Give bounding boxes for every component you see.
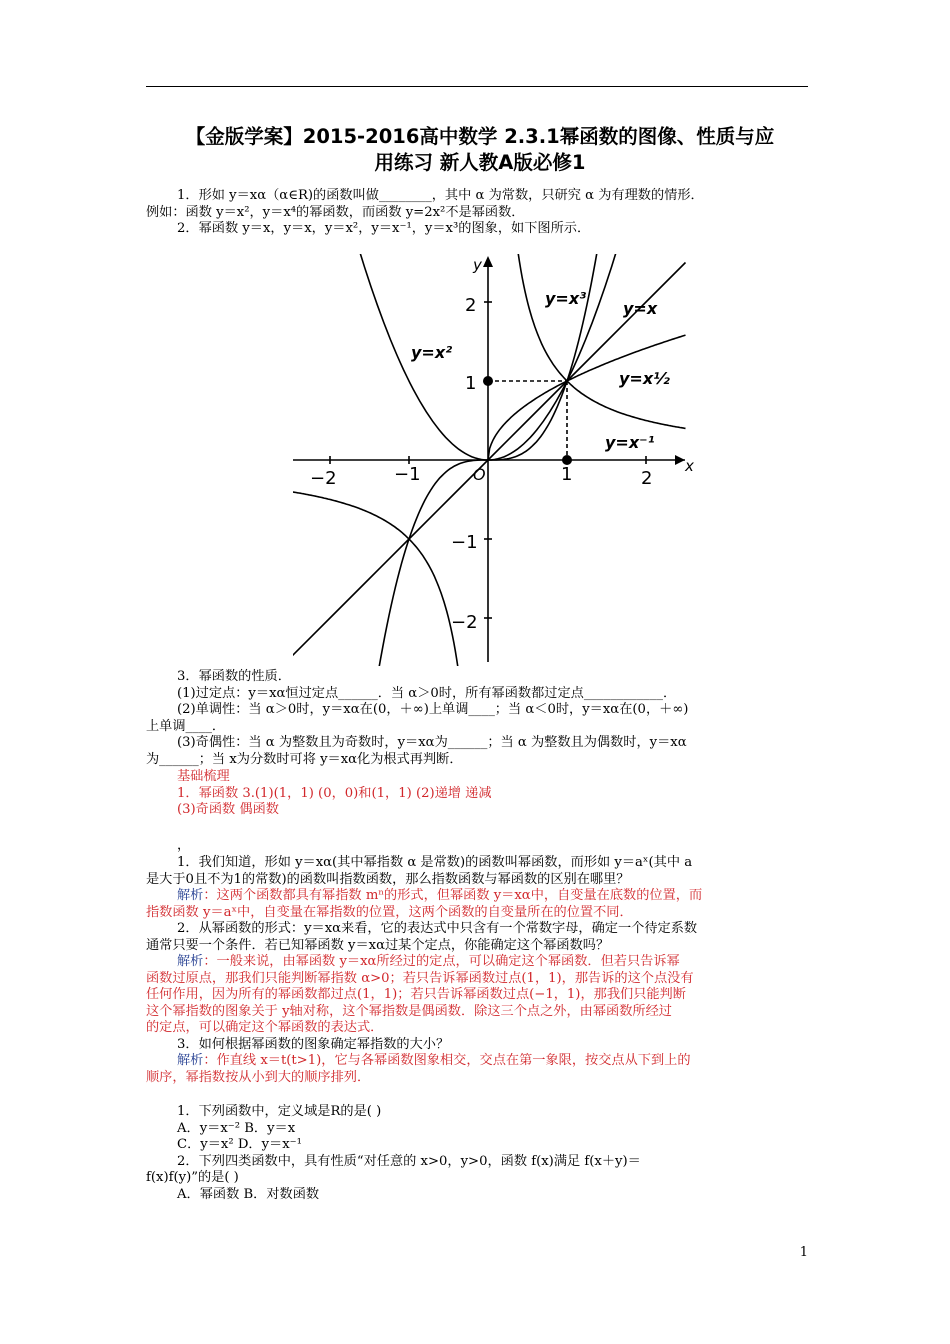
- intro-line: 2．幂函数 y＝x，y＝x，y＝x²，y＝x⁻¹，y＝x³的图象，如下图所示．: [177, 221, 591, 236]
- answer-line: 1．幂函数 3.(1)(1，1) (0，0)和(1，1) (2)递增 递减: [177, 785, 492, 801]
- property-line: (1)过定点：y＝xα恒过定点______．当 α＞0时，所有幂函数都过定点____________．: [177, 685, 677, 701]
- analysis-line: 顺序，幂指数按从小到大的顺序排列．: [146, 1069, 371, 1085]
- comma-text: ，: [177, 838, 191, 853]
- x-tick-label: −1: [394, 464, 421, 485]
- analysis-line: [146, 1053, 808, 1070]
- analysis-label: 解析: [177, 888, 204, 903]
- intro-section: [146, 188, 808, 238]
- curve-label-x-inverse: y=x⁻¹: [605, 433, 655, 452]
- analysis-label: 解析: [177, 1053, 204, 1068]
- answers-section: [146, 769, 808, 819]
- analysis-line: 任何作用，因为所有的幂函数都过点(1，1)；若只告诉幂函数过点(−1，1)，那我们只能判断: [146, 987, 686, 1002]
- separator-comma: [146, 838, 808, 855]
- exercise-line: 2．下列四类函数中，具有性质“对任意的 x>0，y>0，函数 f(x)满足 f(x＋y)＝: [177, 1153, 641, 1169]
- property-line: (3)奇偶性：当 α 为整数且为奇数时，y＝xα为______；当 α 为整数且为偶数时，y＝xα: [177, 735, 687, 750]
- analysis-line: 函数过原点，那我们只能判断幂指数 α>0；若只告诉幂函数过点(1，1)，那告诉的这个点没有: [146, 970, 694, 986]
- title-line-1: 【金版学案】2015-2016高中数学 2.3.1幂函数的图像、性质与应: [185, 125, 775, 148]
- curve-label-x-cubed: y=x³: [545, 289, 587, 308]
- curve-x-inverse-left: [291, 492, 459, 668]
- highlight-point: [483, 376, 493, 386]
- exercise-line: f(x)f(y)”的是( ): [146, 1170, 239, 1185]
- x-tick-label: −2: [310, 468, 337, 489]
- x-axis-label: x: [685, 457, 694, 475]
- curve-label-x-half: y=x½: [619, 369, 670, 388]
- y-axis-label: y: [473, 256, 482, 274]
- y-tick-label: 2: [465, 295, 477, 316]
- question-line: 通常只要一个条件．若已知幂函数 y＝xα过某个定点，你能确定这个幂函数吗？: [146, 937, 610, 953]
- properties-section: [146, 669, 808, 768]
- exercise-option: C．y＝x² D．y＝x⁻¹: [177, 1137, 302, 1152]
- y-tick-label: 1: [465, 373, 477, 394]
- question-line: 3．如何根据幂函数的图象确定幂指数的大小？: [177, 1036, 450, 1052]
- x-tick-label: 2: [641, 468, 653, 489]
- analysis-line: 的定点，可以确定这个幂函数的表达式．: [146, 1020, 384, 1035]
- intro-line: 例如：函数 y＝x²，y＝x⁴的幂函数，而函数 y=2x²不是幂函数．: [146, 204, 525, 220]
- header-rule: [146, 86, 808, 87]
- answers-heading: 基础梳理: [177, 769, 230, 784]
- exercise-option: A．y＝x⁻² B．y＝x: [177, 1120, 296, 1136]
- y-tick-label: −1: [451, 532, 478, 553]
- analysis-line: 指数函数 y＝aˣ中，自变量在幂指数的位置，这两个函数的自变量所在的位置不同．: [146, 904, 633, 920]
- analysis-line: [146, 954, 808, 971]
- title-line-2: 用练习 新人教A版必修1: [374, 151, 586, 174]
- intro-line: 1．形如 y＝xα（α∈R)的函数叫做________，其中 α 为常数，只研究 α 为有理数的情形．: [177, 188, 704, 203]
- analysis-label: 解析: [177, 954, 204, 969]
- x-axis-arrow: [675, 455, 685, 465]
- power-function-graph: [293, 254, 694, 666]
- answer-line: (3)奇函数 偶函数: [177, 802, 279, 817]
- exercise-line: 1．下列函数中，定义域是R的是( ): [177, 1104, 382, 1119]
- property-line: 3．幂函数的性质．: [177, 669, 291, 684]
- question-line: 1．我们知道，形如 y＝xα(其中幂指数 α 是常数)的函数叫幂函数，而形如 y＝aˣ(其中 a: [177, 855, 693, 870]
- question-line: 2．从幂函数的形式：y＝xα来看，它的表达式中只含有一个常数字母，确定一个待定系数: [177, 921, 698, 936]
- curve-x-inverse-right: [518, 252, 686, 428]
- exercises-section: [146, 1104, 808, 1203]
- y-axis-arrow: [483, 256, 493, 267]
- page-number: 1: [799, 1245, 808, 1260]
- origin-label: O: [473, 465, 486, 484]
- exercise-option: A．幂函数 B．对数函数: [177, 1186, 320, 1202]
- property-line: 为______；当 x为分数时可将 y＝xα化为根式再判断．: [146, 751, 463, 767]
- analysis-text: ：这两个函数都具有幂指数 mⁿ的形式，但幂函数 y＝xα中，自变量在底数的位置，而: [203, 888, 703, 903]
- curve-label-x: y=x: [623, 299, 658, 318]
- thinking-section: [146, 855, 808, 1086]
- analysis-line: [146, 888, 808, 905]
- analysis-text: ：一般来说，由幂函数 y＝xα所经过的定点，可以确定这个幂函数．但若只告诉幂: [203, 954, 680, 969]
- analysis-text: ：作直线 x＝t(t>1)，它与各幂函数图象相交，交点在第一象限，按交点从下到上的: [203, 1053, 691, 1068]
- document-title: [150, 124, 810, 176]
- analysis-line: 这个幂指数的图象关于 y轴对称，这个幂指数是偶函数．除这三个点之外，由幂函数所经过: [146, 1003, 672, 1019]
- property-line: (2)单调性：当 α＞0时，y＝xα在(0，＋∞)上单调____；当 α＜0时，y＝xα在(0，＋∞): [177, 702, 689, 717]
- question-line: 是大于0且不为1的常数)的函数叫指数函数，那么指数函数与幂函数的区别在哪里？: [146, 871, 630, 887]
- property-line: 上单调____．: [146, 718, 226, 734]
- y-tick-label: −2: [451, 612, 478, 633]
- x-tick-label: 1: [561, 464, 573, 485]
- curve-label-x-squared: y=x²: [411, 343, 453, 362]
